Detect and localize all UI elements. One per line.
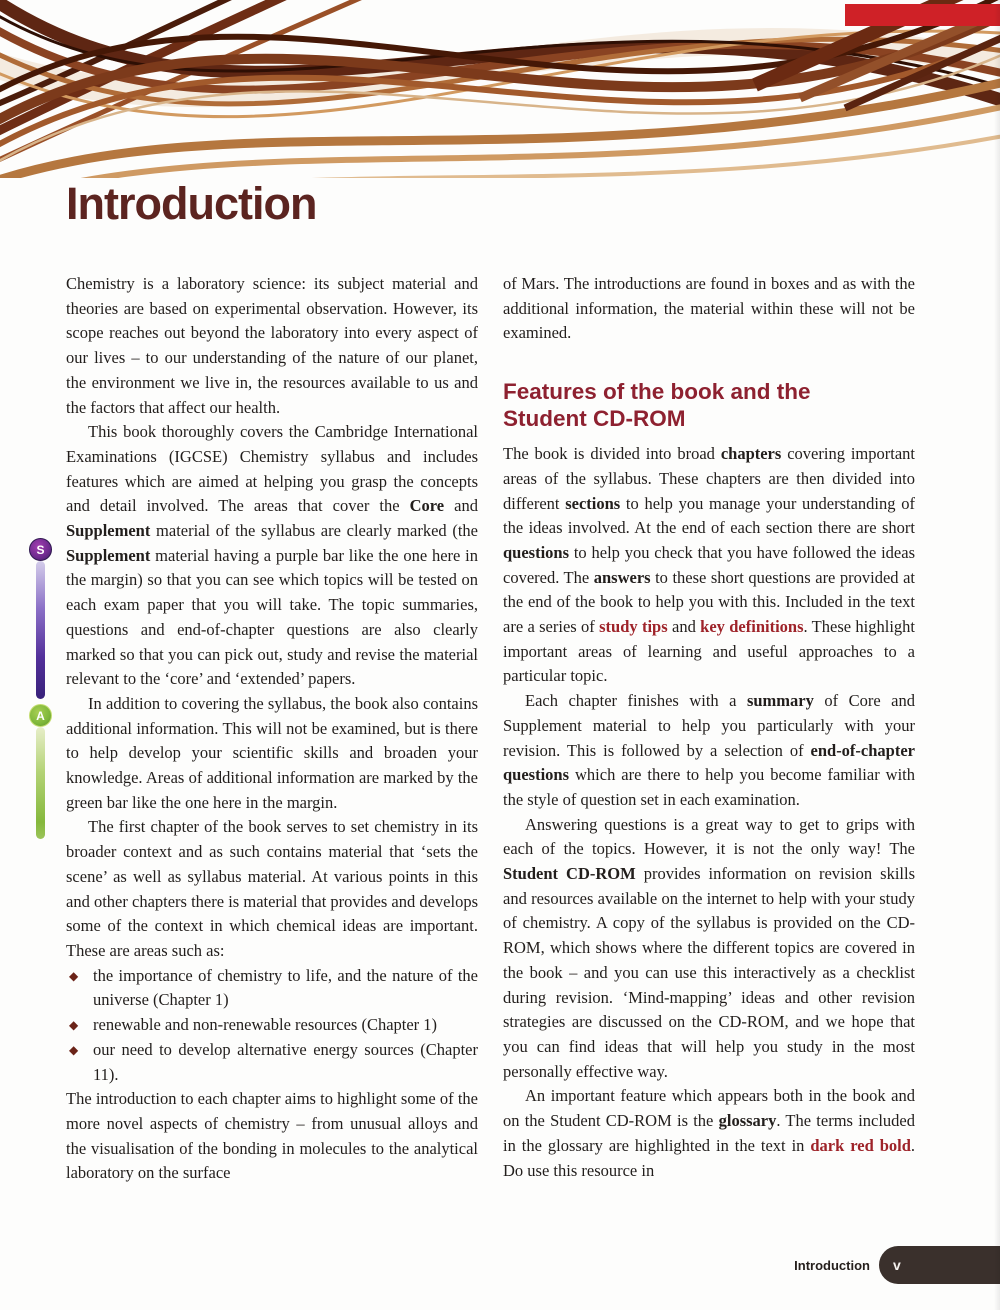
header-wave-graphic	[0, 0, 1000, 178]
supplement-badge: S	[29, 538, 52, 561]
right-column	[503, 272, 915, 1183]
bullet-text: the importance of chemistry to life, and the nature of the universe (Chapter 1)	[93, 965, 478, 1010]
bullet-list	[66, 964, 478, 1088]
paragraph-intro: Chemistry is a laboratory science: its subject material and theories are based on experimental observation. However, its scope reaches out beyond the laboratory into every aspect of our lives – to our understanding of the nature of our planet, the environment we live in, the resources available to us and the factors that affect our health.	[66, 274, 478, 417]
corner-red-bar	[845, 4, 1000, 26]
section-heading-line2: Student CD-ROM	[503, 406, 686, 432]
supplement-margin-bar	[36, 561, 45, 699]
bullet-item	[66, 964, 478, 1013]
section-heading	[503, 378, 915, 432]
bullet-text: renewable and non-renewable resources (Chapter 1)	[93, 1015, 438, 1035]
diamond-bullet-icon: ◆	[69, 968, 79, 983]
paragraph-additional-info: In addition to covering the syllabus, the book also contains additional information. This will not be examined, but is there to help develop your scientific skills and broaden your knowledge. Areas of additional information are marked by the green bar like the one here in the margin.	[66, 693, 478, 812]
paragraph-chapter-intros: The introduction to each chapter aims to highlight some of the more novel aspects of chemistry – from unusual alloys and the visualisation of the bonding in molecules to the analytical laboratory on the surface	[66, 1089, 478, 1183]
paragraph-syllabus: This book thoroughly covers the Cambridge International Examinations (IGCSE) Chemistry syllabus and includes features which are aimed at helping you grasp the concepts and detail involved. The areas that cover the Core and Supplement material of the syllabus are clearly marked (the Supplement material having a purple bar like the one here in the margin) so that you can see which topics will be tested on each exam paper that you will take. The topic summaries, questions and end-of-chapter questions are also clearly marked so that you can pick out, study and revise the material relevant to the ‘core’ and ‘extended’ papers.	[66, 422, 479, 689]
bullet-item	[66, 1038, 478, 1087]
paragraph-book-structure: The book is divided into broad chapters covering important areas of the syllabus. These chapters are then divided into different sections to help you manage your understanding of the ideas involved. At the end of each section there are short questions to help you check that you have followed the ideas covered. The answers to these short questions are provided at the end of the book to help you with this. Included in the text are a series of study tips and key definitions. These highlight important areas of learning and useful approaches to a particular topic.	[503, 444, 915, 686]
diamond-bullet-icon: ◆	[69, 1042, 79, 1057]
page-number-tab	[879, 1246, 1000, 1284]
paragraph-first-chapter: The first chapter of the book serves to set chemistry in its broader context and as such contains material that ‘sets the scene’ as well as syllabus material. At various points in this and other chapters there is material that provides and develops some of the context in which chemical ideas are important. These are areas such as:	[66, 817, 478, 960]
page-edge-shadow	[994, 0, 1000, 1310]
page-number: v	[893, 1257, 901, 1273]
paragraph-mars: of Mars. The introductions are found in boxes and as with the additional information, the material within these will not be examined.	[503, 274, 915, 343]
paragraph-chapter-summary: Each chapter finishes with a summary of Core and Supplement material to help you particularly with your revision. This is followed by a selection of end-of-chapter questions which are there to help you become familiar with the style of question set in each examination.	[503, 691, 915, 809]
diamond-bullet-icon: ◆	[69, 1018, 79, 1033]
paragraph-cdrom: Answering questions is a great way to get to grips with each of the topics. However, it is not the only way! The Student CD-ROM provides information on revision skills and resources available on the internet to help with your study of chemistry. A copy of the syllabus is provided on the CD-ROM, which shows where the different topics are covered in the book – and you can use this interactively as a checklist during revision. ‘Mind-mapping’ ideas and other revision strategies are discussed on the CD-ROM, and we hope that you can find ideas that will help you study in the most personally effective way.	[503, 814, 915, 1081]
footer-chapter-label: Introduction	[794, 1258, 870, 1273]
bullet-item	[66, 1013, 478, 1038]
bullet-text: our need to develop alternative energy sources (Chapter 11).	[93, 1039, 478, 1084]
additional-badge: A	[29, 704, 52, 727]
page-title: Introduction	[66, 178, 317, 229]
section-heading-line1: Features of the book and the	[503, 379, 811, 405]
left-column	[66, 272, 478, 1186]
paragraph-glossary: An important feature which appears both in the book and on the Student CD-ROM is the glossary. The terms included in the glossary are highlighted in the text in dark red bold. Do use this resource in	[503, 1086, 916, 1180]
additional-margin-bar	[36, 727, 45, 839]
